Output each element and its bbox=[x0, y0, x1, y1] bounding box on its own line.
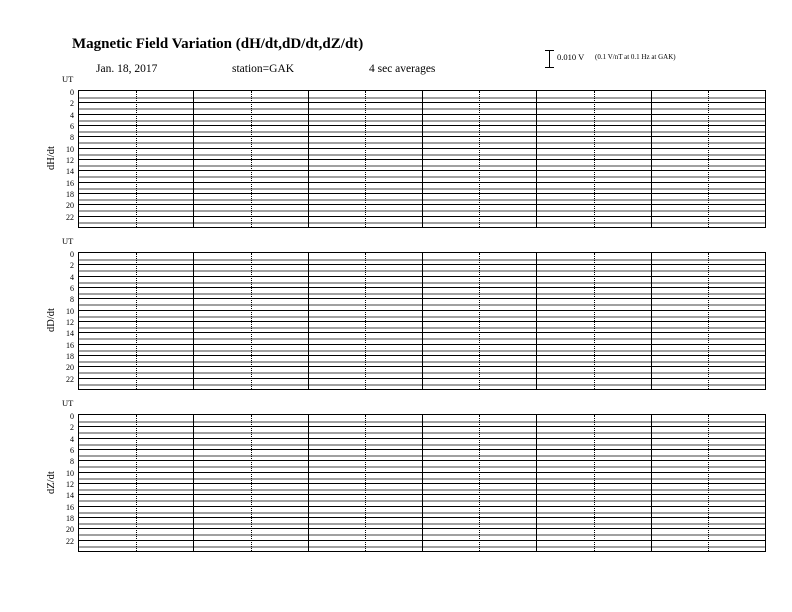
trace-row bbox=[79, 540, 765, 551]
trace-row bbox=[79, 528, 765, 539]
trace-row bbox=[79, 355, 765, 366]
axis-title-dddt: dD/dt bbox=[46, 308, 57, 332]
trace-row bbox=[79, 148, 765, 159]
trace-row bbox=[79, 438, 765, 449]
hour-tick-label: 6 bbox=[70, 446, 74, 455]
plot-area-dddt bbox=[78, 252, 766, 390]
trace-row bbox=[79, 506, 765, 517]
hour-tick-label: 12 bbox=[66, 480, 74, 489]
trace-row bbox=[79, 216, 765, 227]
hour-tick-label: 12 bbox=[66, 318, 74, 327]
trace-row bbox=[79, 344, 765, 355]
hour-tick-label: 2 bbox=[70, 99, 74, 109]
station-label: station=GAK bbox=[232, 63, 295, 75]
hour-tick-label: 22 bbox=[66, 374, 74, 384]
trace-row bbox=[79, 426, 765, 437]
trace-row bbox=[79, 449, 765, 460]
hour-tick-label: 10 bbox=[66, 306, 74, 316]
hour-tick-label: 2 bbox=[70, 261, 74, 271]
plot-area-dhdt bbox=[78, 90, 766, 228]
trace-row bbox=[79, 102, 765, 113]
hour-tick-label: 0 bbox=[70, 88, 74, 97]
hour-tick-label: 0 bbox=[70, 250, 74, 259]
axis-title-dzdt: dZ/dt bbox=[46, 471, 57, 494]
hour-tick-label: 22 bbox=[66, 536, 74, 546]
ut-label-dhdt: UT bbox=[62, 74, 74, 84]
trace-row bbox=[79, 125, 765, 136]
trace-row bbox=[79, 332, 765, 343]
averaging-label: 4 sec averages bbox=[369, 63, 436, 75]
trace-row bbox=[79, 415, 765, 426]
hour-tick-label: 6 bbox=[70, 122, 74, 131]
trace-row bbox=[79, 253, 765, 264]
trace-row bbox=[79, 298, 765, 309]
hour-tick-label: 20 bbox=[66, 525, 74, 535]
trace-row bbox=[79, 170, 765, 181]
hour-tick-label: 18 bbox=[66, 514, 74, 523]
hour-tick-label: 18 bbox=[66, 190, 74, 199]
hour-tick-label: 10 bbox=[66, 144, 74, 154]
trace-row bbox=[79, 136, 765, 147]
trace-row bbox=[79, 517, 765, 528]
ut-label-dzdt: UT bbox=[62, 398, 74, 408]
trace-row bbox=[79, 321, 765, 332]
trace-row bbox=[79, 114, 765, 125]
hour-tick-label: 0 bbox=[70, 412, 74, 421]
trace-row bbox=[79, 91, 765, 102]
page-title: Magnetic Field Variation (dH/dt,dD/dt,dZ/dt) bbox=[72, 36, 364, 52]
trace-row bbox=[79, 472, 765, 483]
hour-tick-label: 20 bbox=[66, 363, 74, 373]
hour-tick-label: 4 bbox=[70, 272, 74, 282]
calibration-bar-icon bbox=[545, 50, 554, 68]
trace-row bbox=[79, 483, 765, 494]
hour-tick-label: 12 bbox=[66, 156, 74, 165]
hour-tick-label: 22 bbox=[66, 212, 74, 222]
calibration-note: (0.1 V/nT at 0.1 Hz at GAK) bbox=[595, 53, 676, 61]
calibration-value: 0.010 V bbox=[557, 52, 585, 62]
calibration-legend bbox=[545, 48, 775, 72]
axis-title-dhdt: dH/dt bbox=[46, 146, 57, 170]
trace-row bbox=[79, 182, 765, 193]
trace-row bbox=[79, 494, 765, 505]
hour-tick-label: 8 bbox=[70, 457, 74, 467]
trace-row bbox=[79, 204, 765, 215]
plot-area-dzdt bbox=[78, 414, 766, 552]
hour-tick-label: 16 bbox=[66, 178, 74, 188]
hour-tick-label: 16 bbox=[66, 502, 74, 512]
hour-tick-label: 14 bbox=[66, 329, 74, 339]
hour-tick-label: 14 bbox=[66, 491, 74, 501]
trace-row bbox=[79, 193, 765, 204]
trace-row bbox=[79, 276, 765, 287]
hour-tick-label: 6 bbox=[70, 284, 74, 293]
hour-tick-label: 20 bbox=[66, 201, 74, 211]
trace-row bbox=[79, 366, 765, 377]
hour-tick-label: 18 bbox=[66, 352, 74, 361]
date-label: Jan. 18, 2017 bbox=[96, 63, 158, 75]
ut-label-dddt: UT bbox=[62, 236, 74, 246]
hour-tick-label: 4 bbox=[70, 110, 74, 120]
trace-row bbox=[79, 264, 765, 275]
trace-row bbox=[79, 287, 765, 298]
trace-row bbox=[79, 310, 765, 321]
hour-tick-label: 14 bbox=[66, 167, 74, 177]
trace-row bbox=[79, 460, 765, 471]
hour-tick-label: 2 bbox=[70, 423, 74, 433]
hour-tick-label: 10 bbox=[66, 468, 74, 478]
hour-tick-label: 4 bbox=[70, 434, 74, 444]
hour-tick-label: 8 bbox=[70, 133, 74, 143]
trace-row bbox=[79, 159, 765, 170]
hour-tick-label: 8 bbox=[70, 295, 74, 305]
hour-tick-label: 16 bbox=[66, 340, 74, 350]
trace-row bbox=[79, 378, 765, 389]
